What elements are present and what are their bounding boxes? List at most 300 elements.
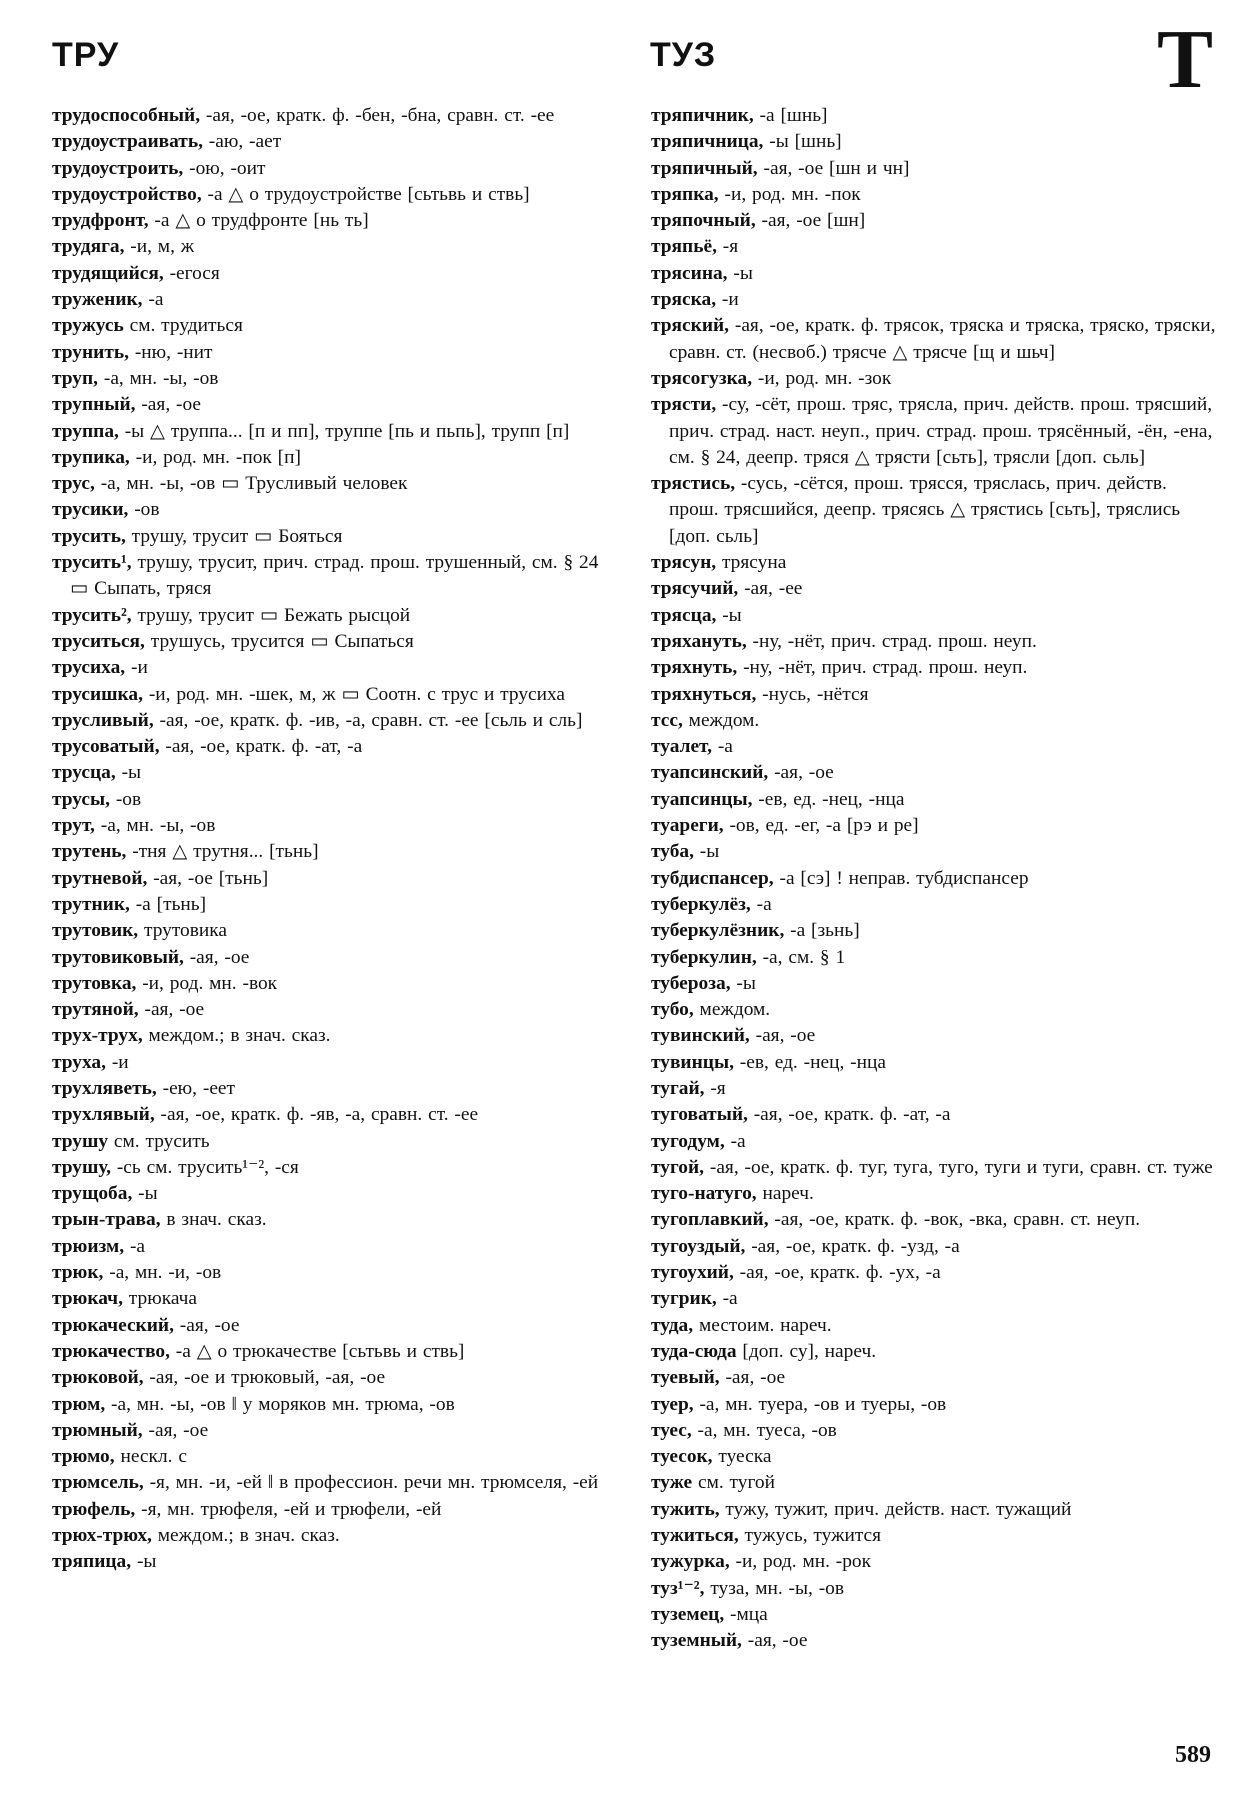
entry-definition: -а, мн. туера, -ов и туеры, -ов	[693, 1393, 947, 1415]
entry-headword: трутяной,	[52, 999, 139, 1021]
dictionary-entry	[651, 1418, 1217, 1444]
entry-definition: -а	[124, 1235, 146, 1257]
entry-headword: тугоухий,	[651, 1262, 734, 1284]
entry-headword: трусы,	[52, 788, 110, 810]
dictionary-entry	[52, 103, 618, 129]
entry-definition: туеска	[712, 1446, 772, 1468]
dictionary-entry	[651, 1260, 1217, 1286]
entry-definition: -а, мн. -и, -ов	[103, 1262, 222, 1284]
dictionary-entry	[52, 682, 618, 708]
dictionary-entry	[52, 787, 618, 813]
entry-headword: трусишка,	[52, 683, 143, 705]
dictionary-entry	[52, 971, 618, 997]
entry-headword: тряска,	[651, 289, 717, 311]
entry-headword: тугоплавкий,	[651, 1209, 769, 1231]
dictionary-entry	[651, 603, 1217, 629]
entry-headword: трясца,	[651, 604, 717, 626]
dictionary-entry	[52, 603, 618, 629]
dictionary-entry	[651, 1076, 1217, 1102]
dictionary-entry	[52, 1313, 618, 1339]
entry-definition: -тня △ трутня... [тьнь]	[126, 841, 319, 863]
entry-headword: туба,	[651, 841, 694, 863]
entry-headword: тугой,	[651, 1156, 705, 1178]
entry-definition: -а [зьнь]	[784, 920, 860, 942]
entry-headword: туземец,	[651, 1603, 725, 1625]
dictionary-entry	[651, 1102, 1217, 1128]
dictionary-entry	[52, 1497, 618, 1523]
dictionary-entry	[651, 918, 1217, 944]
entry-headword: тряхануть,	[651, 630, 747, 652]
dictionary-entry	[52, 708, 618, 734]
dictionary-entry	[651, 1497, 1217, 1523]
entry-headword: трясогузка,	[651, 367, 753, 389]
dictionary-entry	[52, 524, 618, 550]
entry-headword: трюмсель,	[52, 1472, 144, 1494]
entry-headword: трюмо,	[52, 1446, 115, 1468]
dictionary-entry	[52, 392, 618, 418]
dictionary-entry	[651, 129, 1217, 155]
entry-headword: тугай,	[651, 1077, 705, 1099]
entry-definition: -ы	[132, 1183, 158, 1205]
dictionary-entry	[651, 839, 1217, 865]
dictionary-entry	[52, 1181, 618, 1207]
entry-headword: трудоспособный,	[52, 105, 201, 126]
dictionary-entry	[52, 1076, 618, 1102]
entry-definition: туза, мн. -ы, -ов	[704, 1577, 845, 1599]
entry-definition: -а [сэ] ! неправ. тубдиспансер	[773, 867, 1029, 889]
entry-definition: -су, -сёт, прош. тряс, трясла, прич. действ. прош. трясший, прич. страд. наст. неуп., прич. страд. прош. трясённый, -ён, -ена, см. § 24, деепр. тряся △ трясти [сьть], трясли [доп. сьль]	[669, 394, 1213, 468]
entry-definition: -ая, -ое, кратк. ф. -ат, -а	[747, 1104, 951, 1126]
dictionary-entry	[651, 734, 1217, 760]
entry-headword: трутневой,	[52, 867, 148, 889]
entry-headword: трюизм,	[52, 1235, 125, 1257]
dictionary-entry	[52, 1102, 618, 1128]
entry-definition: -ая, -ое, кратк. ф. -ив, -а, сравн. ст. -ее [сьль и сль]	[153, 709, 583, 731]
entry-definition: трушу, трусит ▭ Бояться	[125, 525, 343, 547]
dictionary-entry	[651, 655, 1217, 681]
dictionary-entry	[52, 419, 618, 445]
entry-definition: -ая, -ое	[173, 1314, 240, 1336]
entry-definition: -нусь, -нётся	[756, 683, 869, 705]
entry-definition: -ая, -ое, кратк. ф. -ух, -а	[733, 1262, 941, 1284]
entry-definition: -ы	[716, 604, 742, 626]
section-letter: Т	[1156, 13, 1213, 106]
dictionary-entry	[52, 1260, 618, 1286]
entry-headword: туевый,	[651, 1367, 720, 1389]
dictionary-entry	[651, 1234, 1217, 1260]
dictionary-entry	[651, 866, 1217, 892]
dictionary-entry	[52, 655, 618, 681]
dictionary-entry	[651, 760, 1217, 786]
dictionary-entry	[651, 261, 1217, 287]
entry-headword: трутник,	[52, 893, 130, 915]
dictionary-entry	[52, 471, 618, 497]
entry-headword: трын-трава,	[52, 1209, 161, 1231]
entry-definition: -а	[750, 893, 772, 915]
entry-headword: трудящийся,	[52, 262, 164, 284]
dictionary-entry	[52, 156, 618, 182]
entry-headword: тряский,	[651, 315, 730, 337]
entry-headword: трюм,	[52, 1393, 106, 1415]
dictionary-entry	[52, 261, 618, 287]
entry-headword: трудоустраивать,	[52, 131, 203, 153]
entry-definition: -ы	[727, 262, 753, 284]
entry-definition: -ы	[131, 1551, 157, 1573]
entry-definition: -ну, -нёт, прич. страд. прош. неуп.	[746, 630, 1037, 652]
entry-definition: трясуна	[716, 552, 787, 574]
entry-definition: -ая, -ее	[738, 578, 803, 600]
entry-definition: -сь см. трусить¹⁻², -ся	[110, 1156, 299, 1178]
dictionary-entry	[651, 576, 1217, 602]
running-head-right: ТУЗ	[650, 36, 717, 74]
entry-headword: трюх-трюх,	[52, 1525, 152, 1547]
entry-headword: трусиха,	[52, 657, 126, 679]
entry-headword: туго-натуго,	[651, 1183, 757, 1205]
entry-definition: -ы	[730, 972, 756, 994]
dictionary-entry	[52, 866, 618, 892]
entry-headword: тряпичник,	[651, 105, 754, 126]
entry-headword: трусливый,	[52, 709, 154, 731]
entry-headword: туже	[651, 1472, 693, 1494]
dictionary-entry	[52, 1155, 618, 1181]
dictionary-entry	[52, 629, 618, 655]
dictionary-entry	[651, 813, 1217, 839]
entry-definition: -ы	[115, 762, 142, 784]
dictionary-entry	[52, 313, 618, 339]
entry-headword: трутовка,	[52, 972, 137, 994]
entry-headword: трух-трух,	[52, 1025, 143, 1047]
entry-definition: -ая, -ое, кратк. ф. -узд, -а	[745, 1235, 960, 1257]
dictionary-entry	[52, 340, 618, 366]
entry-headword: тувинцы,	[651, 1051, 734, 1073]
dictionary-entry	[651, 1050, 1217, 1076]
dictionary-entry	[52, 1444, 618, 1470]
entry-headword: тугрик,	[651, 1288, 717, 1310]
entry-definition: -я, мн. -и, -ей ‖ в профессион. речи мн. трюмселя, -ей	[143, 1472, 599, 1494]
entry-headword: тужить,	[651, 1498, 720, 1520]
dictionary-entry	[651, 550, 1217, 576]
entry-headword: трюфель,	[52, 1498, 136, 1520]
dictionary-entry	[651, 156, 1217, 182]
dictionary-entry	[52, 1418, 618, 1444]
entry-definition: -аю, -ает	[202, 131, 282, 153]
dictionary-entry	[52, 287, 618, 313]
entry-definition: -ая, -ое и трюковый, -ая, -ое	[143, 1367, 386, 1389]
dictionary-entry	[651, 1444, 1217, 1470]
entry-headword: трюкаческий,	[52, 1314, 174, 1336]
dictionary-entry	[651, 208, 1217, 234]
entry-definition: -и, род. мн. -вок	[136, 972, 278, 994]
entry-headword: трусить,	[52, 525, 126, 547]
entry-definition: -а	[711, 736, 733, 758]
entry-definition: -и	[716, 289, 739, 311]
entry-headword: трушу,	[52, 1156, 111, 1178]
entry-headword: туз¹⁻²,	[651, 1577, 705, 1599]
left-column	[52, 103, 618, 1576]
dictionary-entry	[52, 1392, 618, 1418]
entry-headword: туесок,	[651, 1446, 713, 1468]
entry-definition: -ая, -ое, кратк. ф. -вок, -вка, сравн. ст. неуп.	[768, 1209, 1141, 1231]
dictionary-entry	[52, 182, 618, 208]
dictionary-entry	[651, 1313, 1217, 1339]
dictionary-entry	[52, 839, 618, 865]
entry-definition: -и, род. мн. -пок [п]	[129, 446, 301, 468]
entry-headword: туберкулёз,	[651, 893, 751, 915]
entry-definition: -ая, -ое	[719, 1367, 786, 1389]
entry-definition: -а [шнь]	[753, 105, 828, 126]
entry-definition: -ая, -ое	[741, 1630, 808, 1652]
entry-definition: -ая, -ое, кратк. ф. -бен, -бна, сравн. ст. -ее	[200, 105, 555, 126]
dictionary-entry	[52, 760, 618, 786]
dictionary-entry	[52, 1523, 618, 1549]
entry-definition: междом.; в знач. сказ.	[142, 1025, 331, 1047]
entry-headword: тубероза,	[651, 972, 731, 994]
entry-headword: трюмный,	[52, 1419, 143, 1441]
dictionary-entry	[52, 497, 618, 523]
entry-definition: -ов, ед. -ег, -а [рэ и ре]	[723, 815, 919, 837]
dictionary-entry	[651, 1392, 1217, 1418]
entry-headword: трясучий,	[651, 578, 739, 600]
entry-headword: тружусь	[52, 315, 124, 337]
right-column	[651, 103, 1217, 1655]
entry-definition: -а, мн. -ы, -ов ▭ Трусливый человек	[94, 473, 408, 495]
entry-headword: тряпичный,	[651, 157, 758, 179]
entry-headword: тужиться,	[651, 1525, 739, 1547]
entry-headword: туареги,	[651, 815, 724, 837]
dictionary-entry	[52, 1207, 618, 1233]
entry-definition: междом.	[682, 709, 760, 731]
entry-headword: тугоуздый,	[651, 1235, 746, 1257]
entry-definition: -ы [шнь]	[763, 131, 842, 153]
entry-headword: туер,	[651, 1393, 694, 1415]
entry-headword: трусца,	[52, 762, 116, 784]
dictionary-entry	[651, 1181, 1217, 1207]
dictionary-entry	[651, 182, 1217, 208]
entry-headword: трут,	[52, 815, 95, 837]
entry-headword: туалет,	[651, 736, 712, 758]
entry-headword: трюкачество,	[52, 1340, 170, 1362]
entry-headword: туговатый,	[651, 1104, 748, 1126]
entry-definition: см. трусить	[108, 1130, 210, 1152]
entry-headword: трупный,	[52, 394, 136, 416]
entry-definition: -ну, -нёт, прич. страд. прош. неуп.	[737, 657, 1028, 679]
dictionary-entry	[651, 1365, 1217, 1391]
dictionary-entry	[52, 129, 618, 155]
page-number: 589	[1175, 1742, 1211, 1768]
entry-headword: трус,	[52, 473, 95, 495]
entry-headword: труженик,	[52, 289, 143, 311]
dictionary-entry	[52, 234, 618, 260]
entry-definition: -ею, -еет	[156, 1077, 236, 1099]
dictionary-entry	[52, 945, 618, 971]
dictionary-entry	[651, 945, 1217, 971]
entry-definition: [доп. су], нареч.	[736, 1340, 877, 1362]
dictionary-entry	[651, 1129, 1217, 1155]
entry-headword: тувинский,	[651, 1025, 750, 1047]
entry-definition: -ы	[693, 841, 720, 863]
entry-headword: тужурка,	[651, 1551, 730, 1573]
entry-definition: -а, мн. туеса, -ов	[691, 1419, 837, 1441]
entry-headword: трущоба,	[52, 1183, 133, 1205]
dictionary-entry	[651, 1023, 1217, 1049]
dictionary-entry	[52, 1365, 618, 1391]
entry-headword: тряпьё,	[651, 236, 717, 258]
entry-definition: -а	[142, 289, 164, 311]
entry-definition: -ню, -нит	[128, 341, 213, 363]
dictionary-entry	[52, 918, 618, 944]
entry-definition: -ая, -ое [тьнь]	[147, 867, 269, 889]
dictionary-entry	[651, 997, 1217, 1023]
dictionary-entry	[651, 313, 1217, 366]
entry-definition: -ов	[128, 499, 160, 521]
entry-definition: -я, мн. трюфеля, -ей и трюфели, -ей	[135, 1498, 442, 1520]
entry-definition: -ая, -ое	[768, 762, 834, 784]
dictionary-entry	[52, 734, 618, 760]
dictionary-entry	[52, 208, 618, 234]
dictionary-entry	[651, 234, 1217, 260]
entry-definition: -и, м, ж	[124, 236, 195, 258]
entry-headword: туземный,	[651, 1630, 742, 1652]
entry-headword: туда,	[651, 1314, 694, 1336]
dictionary-entry	[651, 1628, 1217, 1654]
dictionary-entry	[52, 1050, 618, 1076]
entry-headword: трудоустроить,	[52, 157, 184, 179]
entry-headword: трясти,	[651, 394, 717, 416]
entry-headword: тряпица,	[52, 1551, 132, 1573]
entry-definition: междом.; в знач. сказ.	[151, 1525, 340, 1547]
dictionary-entry	[651, 1286, 1217, 1312]
entry-headword: трудяга,	[52, 236, 125, 258]
entry-headword: тугодум,	[651, 1130, 725, 1152]
entry-headword: туес,	[651, 1419, 692, 1441]
entry-headword: трунить,	[52, 341, 129, 363]
dictionary-entry	[52, 997, 618, 1023]
dictionary-entry	[651, 1470, 1217, 1496]
dictionary-entry	[52, 1286, 618, 1312]
dictionary-entry	[651, 1155, 1217, 1181]
entry-headword: трястись,	[651, 473, 736, 495]
entry-definition: -и	[125, 657, 148, 679]
entry-definition: тужусь, тужится	[738, 1525, 882, 1547]
entry-definition: см. тугой	[692, 1472, 776, 1494]
entry-headword: трясина,	[651, 262, 728, 284]
entry-headword: трухляветь,	[52, 1077, 157, 1099]
entry-definition: местоим. нареч.	[693, 1314, 832, 1336]
entry-definition: -а	[716, 1288, 738, 1310]
dictionary-entry	[651, 1602, 1217, 1628]
entry-headword: трудфронт,	[52, 210, 149, 232]
dictionary-entry	[52, 1470, 618, 1496]
dictionary-entry	[651, 1576, 1217, 1602]
dictionary-entry	[52, 1129, 618, 1155]
entry-headword: туапсинский,	[651, 762, 769, 784]
entry-definition: междом.	[693, 999, 771, 1021]
dictionary-entry	[651, 971, 1217, 997]
entry-headword: трусики,	[52, 499, 129, 521]
entry-definition: -ая, -ое, кратк. ф. трясок, тряска и тряска, тряско, тряски, сравн. ст. (несвоб.) трясче △ трясче [щ и шьч]	[669, 315, 1216, 363]
entry-headword: туапсинцы,	[651, 788, 753, 810]
dictionary-entry	[52, 445, 618, 471]
entry-headword: тсс,	[651, 709, 683, 731]
entry-definition: -и, род. мн. -рок	[729, 1551, 872, 1573]
entry-definition: -и	[105, 1051, 129, 1073]
entry-definition: -ая, -ое	[142, 1419, 209, 1441]
dictionary-entry	[651, 103, 1217, 129]
entry-definition: тужу, тужит, прич. действ. наст. тужащий	[719, 1498, 1072, 1520]
entry-definition: -мца	[724, 1603, 768, 1625]
entry-headword: труха,	[52, 1051, 106, 1073]
entry-definition: трушусь, трусится ▭ Сыпаться	[144, 630, 414, 652]
entry-headword: трюковой,	[52, 1367, 144, 1389]
entry-headword: трюк,	[52, 1262, 104, 1284]
entry-definition: трушу, трусит ▭ Бежать рысцой	[131, 604, 411, 626]
entry-headword: трутовиковый,	[52, 946, 184, 968]
entry-definition: -ая, -ое	[749, 1025, 816, 1047]
entry-definition: -ая, -ое [шн и чн]	[757, 157, 910, 179]
entry-definition: -а, мн. -ы, -ов	[94, 815, 216, 837]
entry-definition: трушу, трусит, прич. страд. прош. трушенный, см. § 24 ▭ Сыпать, тряся	[70, 552, 599, 600]
entry-definition: -и, род. мн. -зок	[752, 367, 892, 389]
entry-definition: нареч.	[756, 1183, 814, 1205]
entry-definition: -ая, -ое	[183, 946, 250, 968]
entry-definition: -ая, -ое	[138, 999, 205, 1021]
entry-headword: трусить¹,	[52, 552, 132, 574]
entry-headword: тубдиспансер,	[651, 867, 774, 889]
dictionary-entry	[651, 392, 1217, 471]
entry-definition: -ою, -оит	[183, 157, 266, 179]
entry-headword: тряпочный,	[651, 210, 756, 232]
dictionary-entry	[651, 366, 1217, 392]
entry-headword: труп,	[52, 367, 99, 389]
entry-definition: -и, род. мн. -шек, м, ж ▭ Соотн. с трус и трусиха	[142, 683, 566, 705]
entry-definition: -сусь, -сётся, прош. трясся, тряслась, прич. действ. прош. трясшийся, деепр. трясясь △ трястись [сьть], тряслись [доп. сьль]	[669, 473, 1181, 547]
dictionary-entry	[651, 892, 1217, 918]
dictionary-entry	[651, 471, 1217, 550]
running-head-left: ТРУ	[52, 36, 120, 74]
entry-headword: трусить²,	[52, 604, 132, 626]
entry-definition: -егося	[163, 262, 220, 284]
entry-definition: -и, род. мн. -пок	[718, 183, 861, 205]
entry-definition: -ов	[109, 788, 142, 810]
dictionary-entry	[52, 1023, 618, 1049]
entry-definition: трюкача	[122, 1288, 198, 1310]
entry-definition: -ев, ед. -нец, -нца	[733, 1051, 886, 1073]
entry-headword: трясун,	[651, 552, 717, 574]
entry-headword: тряхнуться,	[651, 683, 757, 705]
entry-headword: туберкулин,	[651, 946, 757, 968]
entry-definition: -ая, -ое	[135, 394, 202, 416]
entry-headword: трутень,	[52, 841, 127, 863]
dictionary-entry	[651, 1549, 1217, 1575]
entry-definition: -ая, -ое, кратк. ф. туг, туга, туго, туги и туги, сравн. ст. туже	[704, 1156, 1213, 1178]
entry-definition: -ая, -ое, кратк. ф. -ат, -а	[159, 736, 363, 758]
dictionary-entry	[651, 1339, 1217, 1365]
entry-definition: в знач. сказ.	[160, 1209, 267, 1231]
entry-headword: трупика,	[52, 446, 130, 468]
dictionary-entry	[52, 1234, 618, 1260]
dictionary-entry	[651, 1207, 1217, 1233]
entry-headword: тряпка,	[651, 183, 719, 205]
entry-definition: -а [тьнь]	[129, 893, 207, 915]
dictionary-entry	[52, 1339, 618, 1365]
entry-headword: трутовик,	[52, 920, 139, 942]
entry-headword: трюкач,	[52, 1288, 123, 1310]
entry-definition: см. трудиться	[123, 315, 243, 337]
entry-definition: -а, мн. -ы, -ов ‖ у моряков мн. трюма, -ов	[105, 1393, 455, 1415]
dictionary-entry	[651, 682, 1217, 708]
entry-definition: -а, см. § 1	[756, 946, 846, 968]
entry-headword: тряпичница,	[651, 131, 764, 153]
